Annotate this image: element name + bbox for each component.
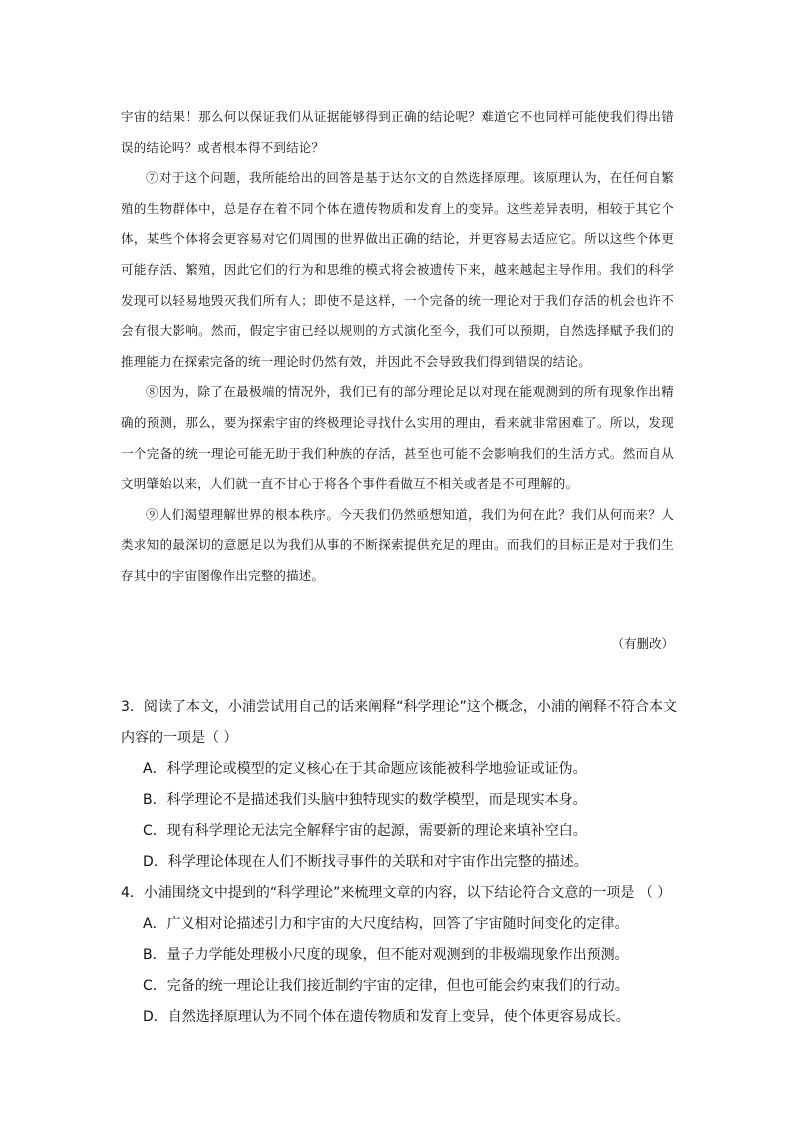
question-stem: 4．小浦围绕文中提到的“科学理论”来梳理文章的内容，以下结论符合文意的一项是 （ ） [121, 885, 672, 901]
passage-paragraph-9: ⑨人们渴望理解世界的根本秩序。今天我们仍然亟想知道，我们为何在此？我们从何而来？人类求知的最深切的意愿足以为我们从事的不断探索提供充足的理由。而我们的目标正是对于我们生存其中的宇宙图像作出完整的描述。 [121, 506, 674, 583]
source-note: （有删改） [611, 636, 674, 651]
option-d: D．自然选择原理认为不同个体在遗传物质和发育上变异，使个体更容易成长。 [143, 1009, 630, 1025]
option-a: A．广义相对论描述引力和宇宙的大尺度结构，回答了宇宙随时间变化的定律。 [143, 916, 629, 932]
question-stem: 3．阅读了本文，小浦尝试用自己的话来阐释“科学理论”这个概念，小浦的阐释不符合本文内容的一项是（ ） [121, 699, 677, 746]
option-a: A．科学理论或模型的定义核心在于其命题应该能被科学地验证或证伪。 [143, 761, 587, 777]
passage-text [121, 102, 674, 592]
option-c: C．完备的统一理论让我们接近制约宇宙的定律，但也可能会约束我们的行动。 [143, 978, 629, 994]
question-3 [121, 692, 677, 878]
option-list [121, 909, 677, 1033]
option-c: C．现有科学理论无法完全解释宇宙的起源，需要新的理论来填补空白。 [143, 823, 587, 839]
passage-paragraph: 宇宙的结果！那么何以保证我们从证据能够得到正确的结论呢？难道它不也同样可能使我们得出错误的结论吗？或者根本得不到结论？ [121, 109, 674, 155]
option-b: B．科学理论不是描述我们头脑中独特现实的数学模型，而是现实本身。 [143, 792, 587, 808]
passage-paragraph-8: ⑧因为，除了在最极端的情况外，我们已有的部分理论足以对现在能观测到的所有现象作出精确的预测，那么，要为探索宇宙的终极理论寻找什么实用的理由，看来就非常困难了。所以，发现一个完备的统一理论可能无助于我们种族的存活，甚至也可能不会影响我们的生活方式。然而自从文明肇始以来，人们就一直不甘心于将各个事件看做互不相关或者是不可理解的。 [121, 384, 674, 492]
option-b: B．量子力学能处理极小尺度的现象，但不能对观测到的非极端现象作出预测。 [143, 947, 629, 963]
question-4 [121, 878, 677, 1033]
question-list [121, 692, 677, 1033]
passage-paragraph-7: ⑦对于这个问题，我所能给出的回答是基于达尔文的自然选择原理。该原理认为，在任何自繁殖的生物群体中，总是存在着不同个体在遗传物质和发育上的变异。这些差异表明，相较于其它个体，某些个体将会更容易对它们周围的世界做出正确的结论，并更容易去适应它。所以这些个体更可能存活、繁殖，因此它们的行为和思维的模式将会被遗传下来，越来越起主导作用。我们的科学发现可以轻易地毁灭我们所有人；即使不是这样，一个完备的统一理论对于我们存活的机会也许不会有很大影响。然而，假定宇宙已经以规则的方式演化至今，我们可以预期，自然选择赋予我们的推理能力在探索完备的统一理论时仍然有效，并因此不会导致我们得到错误的结论。 [121, 170, 674, 369]
option-list [121, 754, 677, 878]
option-d: D．科学理论体现在人们不断找寻事件的关联和对宇宙作出完整的描述。 [143, 854, 588, 870]
